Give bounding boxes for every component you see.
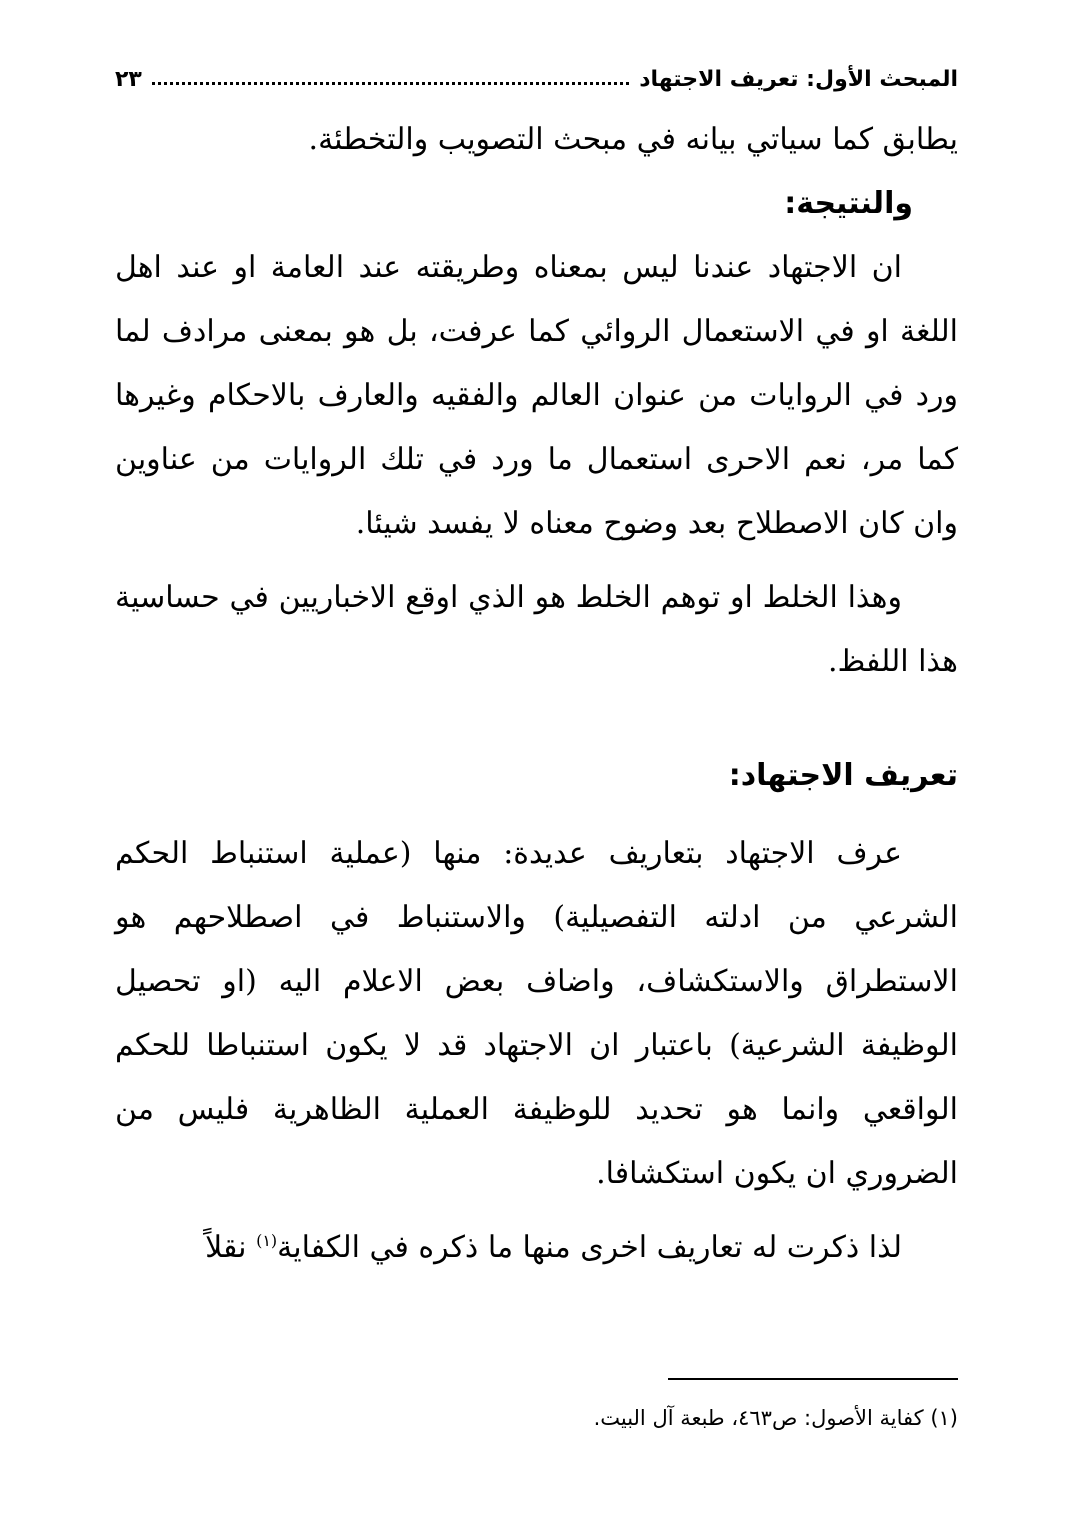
heading-result: والنتيجة: — [784, 186, 913, 221]
spacer — [115, 556, 958, 566]
spacer — [115, 808, 958, 822]
paragraph-result: ان الاجتهاد عندنا ليس بمعناه وطريقته عند العامة او عند اهل اللغة او في الاستعمال الروائي كما عرفت، بل هو بمعنى مرادف لما ورد في الروايات من عنوان العالم والفقيه والعارف بالاحكام وغيرها كما مر، نعم الاحرى استعمال ما ورد في تلك الروايات من عناوين وان كان الاصطلاح بعد وضوح معناه لا يفسد شيئا. — [115, 250, 958, 541]
page-body — [115, 108, 958, 1280]
spacer — [115, 1206, 958, 1216]
paragraph-text: لذا ذكرت له تعاريف اخرى منها ما ذكره في الكفاية — [277, 1230, 902, 1265]
paragraph-definition: عرف الاجتهاد بتعاريف عديدة: منها (عملية استنباط الحكم الشرعي من ادلته التفصيلية) والاستنباط في اصطلاحهم هو الاستطراق والاستكشاف، واضاف بعض الاعلام اليه (او تحصيل الوظيفة الشرعية) باعتبار ان الاجتهاد قد لا يكون استنباطا للحكم الواقعي وانما هو تحديد للوظيفة العملية الظاهرية فليس من الضروري ان يكون استكشافا. — [115, 836, 958, 1191]
paragraph-confusion: وهذا الخلط او توهم الخلط هو الذي اوقع الاخباريين في حساسية هذا اللفظ. — [115, 580, 958, 679]
footnote-divider — [668, 1378, 958, 1380]
running-header — [115, 52, 958, 92]
spacer — [115, 694, 958, 744]
page-number: ٢٣ — [115, 67, 142, 92]
dotted-leader — [152, 82, 629, 85]
heading-definition: تعريف الاجتهاد: — [728, 758, 958, 793]
footnote-reference[interactable]: (١) — [256, 1231, 278, 1250]
footnote-1: (١) كفاية الأصول: ص٤٦٣، طبعة آل البيت. — [593, 1406, 958, 1430]
paragraph-continuation: يطابق كما سياتي بيانه في مبحث التصويب والتخطئة. — [308, 122, 958, 157]
chapter-title: المبحث الأول: تعريف الاجتهاد — [639, 67, 958, 92]
paragraph-other-definitions — [115, 1216, 958, 1280]
paragraph-text-end: نقلاً — [205, 1230, 257, 1265]
